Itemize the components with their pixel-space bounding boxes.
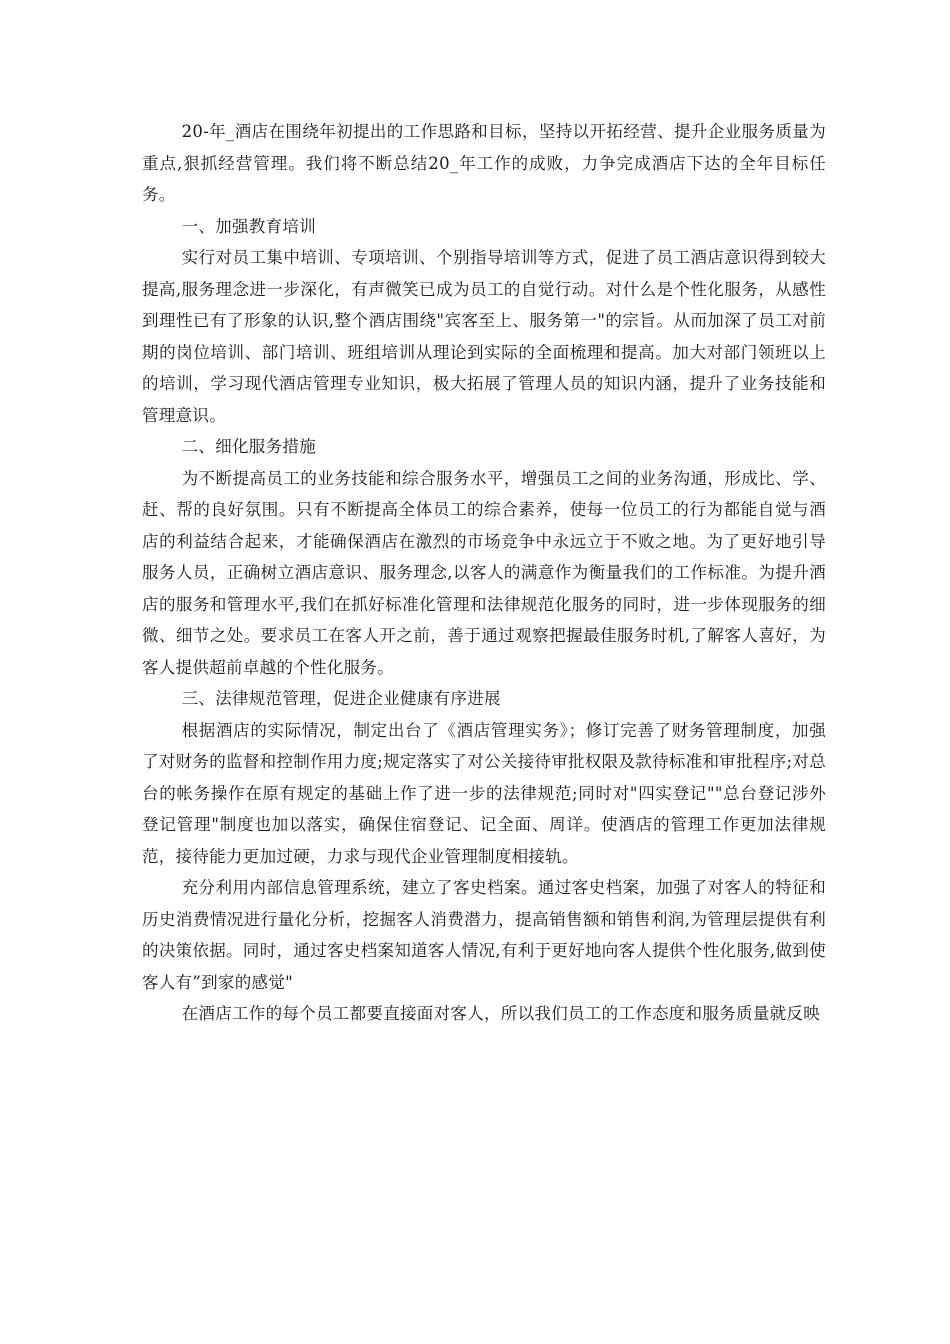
paragraph-customer-records: 充分利用内部信息管理系统，建立了客史档案。通过客史档案，加强了对客人的特征和历史消费情况进行量化分析，挖掘客人消费潜力，提高销售额和销售利润,为管理层提供有利的决策依据。同时，通过客史档案知道客人情况,有利于更好地向客人提供个性化服务,做到使客人有”到家的感觉" [142,878,826,992]
section-heading-1: 一、加强教育培训 [181,216,316,236]
paragraph-management: 根据酒店的实际情况，制定出台了《酒店管理实务》；修订完善了财务管理制度，加强了对财务的监督和控制作用力度;规定落实了对公关接待审批权限及款待标准和审批程序;对总台的帐务操作在原有规定的基础上作了进一步的法律规范;同时对"四实登记""总台登记涉外登记管理"制度也加以落实，确保住宿登记、记全面、周详。使酒店的管理工作更加法律规范，接待能力更加过硬，力求与现代企业管理制度相接轨。 [142,720,826,866]
paragraph-service: 为不断提高员工的业务技能和综合服务水平，增强员工之间的业务沟通，形成比、学、赶、帮的良好氛围。只有不断提高全体员工的综合素养，使每一位员工的行为都能自觉与酒店的利益结合起来，才能确保酒店在激烈的市场竞争中永远立于不败之地。为了更好地引导服务人员，正确树立酒店意识、服务理念,以客人的满意作为衡量我们的工作标准。为提升酒店的服务和管理水平,我们在抓好标准化管理和法律规范化服务的同时，进一步体现服务的细微、细节之处。要求员工在客人开之前，善于通过观察把握最佳服务时机,了解客人喜好，为客人提供超前卓越的个性化服务。 [142,468,826,677]
section-heading-2: 二、细化服务措施 [181,437,316,456]
paragraph-staff: 在酒店工作的每个员工都要直接面对客人，所以我们员工的工作态度和服务质量就反映 [181,1004,820,1023]
section-heading-3: 三、法律规范管理，促进企业健康有序进展 [181,689,501,708]
paragraph-training: 实行对员工集中培训、专项培训、个别指导培训等方式，促进了员工酒店意识得到较大提高,服务理念进一步深化，有声微笑已成为员工的自觉行动。对什么是个性化服务，从感性到理性已有了形象的认识,整个酒店围绕"宾客至上、服务第一"的宗旨。从而加深了员工对前期的岗位培训、部门培训、班组培训从理论到实际的全面梳理和提高。加大对部门领班以上的培训，学习现代酒店管理专业知识，极大拓展了管理人员的知识内涵，提升了业务技能和管理意识。 [142,248,826,425]
document-body [142,116,826,1030]
paragraph-intro: 20-年_酒店在围绕年初提出的工作思路和目标，坚持以开拓经营、提升企业服务质量为重点,狠抓经营管理。我们将不断总结20_年工作的成败，力争完成酒店下达的全年目标任务。 [142,122,826,204]
